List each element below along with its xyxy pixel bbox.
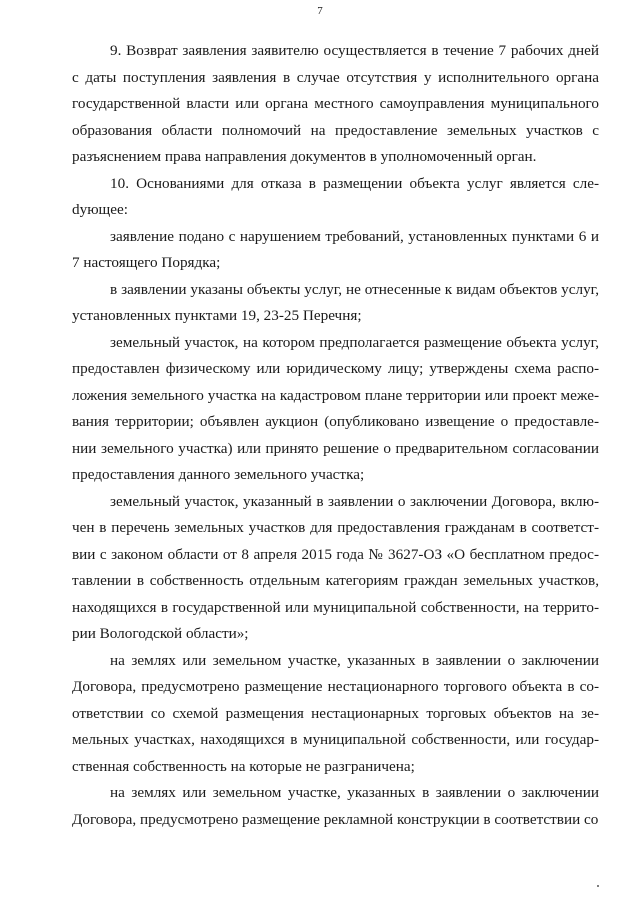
refusal-ground-requirements-violated: заявление подано с нарушением требований, установленных пунктами 6 и 7 настоящего Порядка; [72, 227, 599, 271]
refusal-ground-land-in-citizens-list: земельный участок, указанный в заявлении о заключении Договора, включен в перечень земельных участков для предоставления гражданам в соответствии с законом области от 8 апреля 2015 года № 3627-ОЗ «О бесплатном предоставлении в собственность отдельным категориям граждан земельных участков, находящихся в государственной или муниципальной собственности, на территории Вологодской области»; [72, 492, 599, 642]
paragraph-return-of-application: 9. Возврат заявления заявителю осуществляется в течение 7 рабочих дней с даты поступления заявления в случае отсутствия у исполнительного органа государственной власти или органа местного самоуправления муниципального образования области полномочий на предоставление земельных участков с разъяснением права направления документов в уполномоченный орган. [72, 42, 599, 165]
page-number: 7 [317, 5, 323, 17]
refusal-ground-object-types: в заявлении указаны объекты услуг, не отнесенные к видам объектов услуг, установленных пунктами 19, 23-25 Перечня; [72, 280, 599, 324]
document-body [72, 38, 599, 833]
paragraph-grounds-for-refusal: 10. Основаниями для отказа в размещении объекта услуг является слеdующее: [72, 174, 599, 218]
refusal-ground-trade-object-scheme: на землях или земельном участке, указанных в заявлении о заключении Договора, предусмотрено размещение нестационарного торгового объекта в соответствии со схемой размещения нестационарных торговых объектов на земельных участках, находящихся в муниципальной собственности, или государственная собственность на которые не разграничена; [72, 651, 599, 775]
refusal-ground-advertising-structure: на землях или земельном участке, указанных в заявлении о заключении Договора, предусмотрено размещение рекламной конструкции в соответствии со [72, 784, 599, 828]
scan-speck [597, 885, 599, 887]
refusal-ground-land-already-provided: земельный участок, на котором предполагается размещение объекта услуг, предоставлен физическому или юридическому лицу; утверждены схема расположения земельного участка на кадастровом плане территории или проект межевания территории; объявлен аукцион (опубликовано извещение о предоставлении земельного участка) или принято решение о предварительном согласовании предоставления данного земельного участка; [72, 333, 599, 483]
